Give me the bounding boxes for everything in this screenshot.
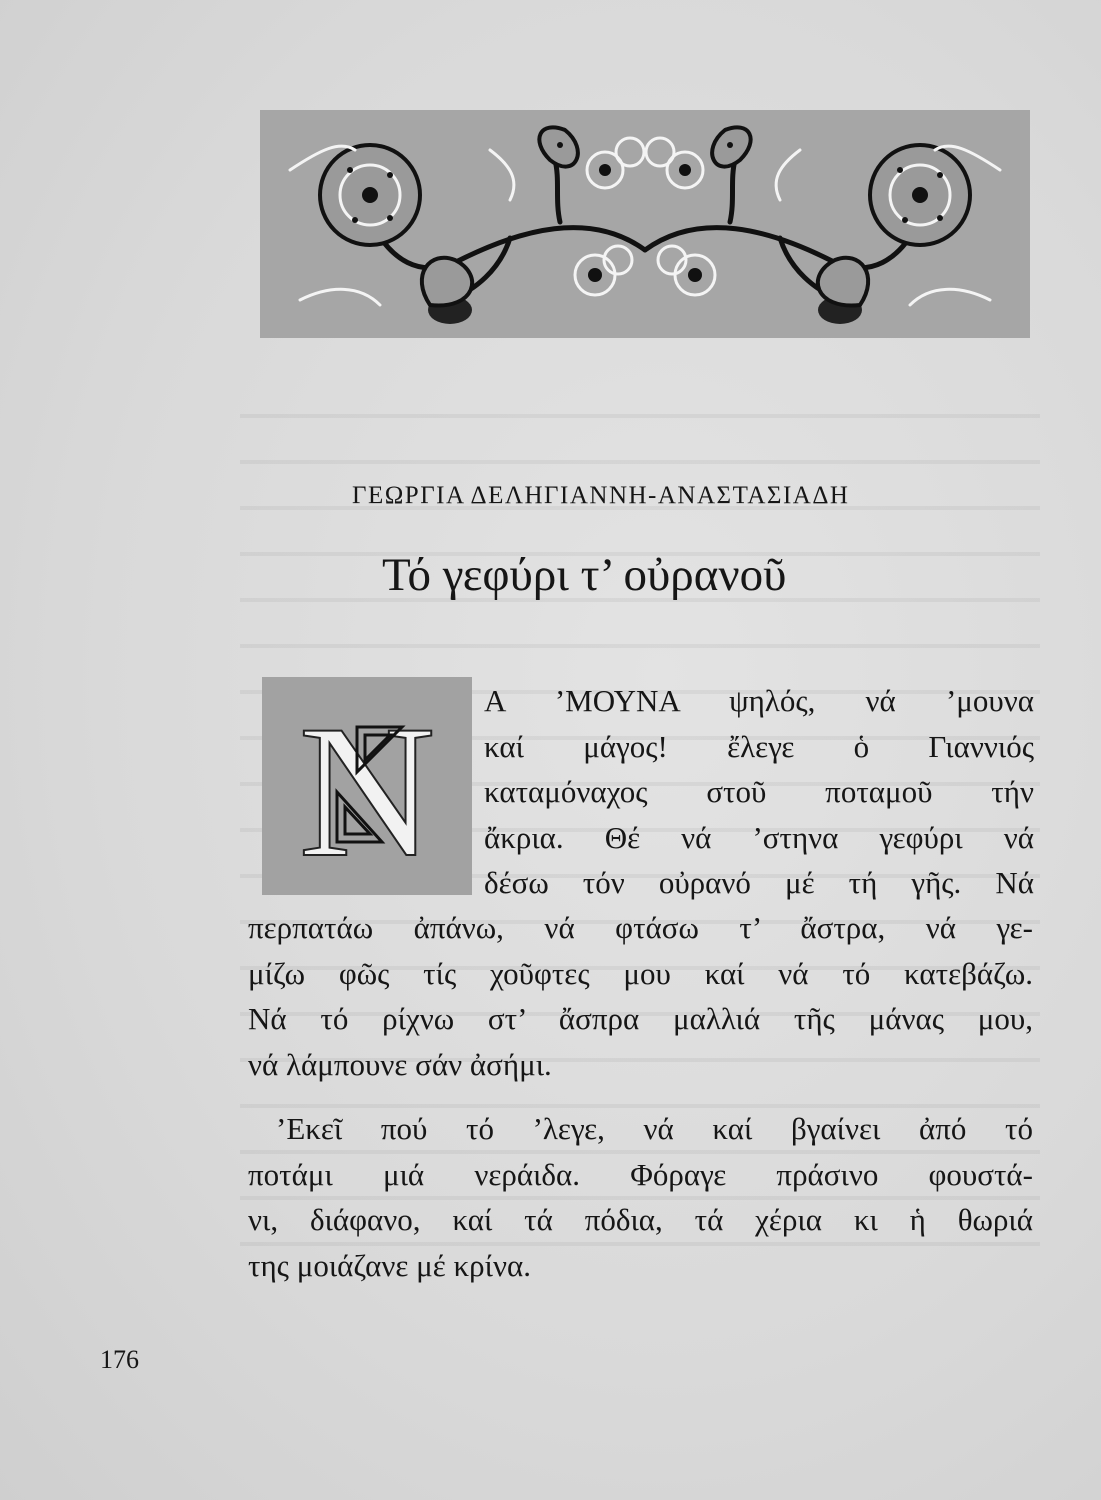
text-line: νι, διάφανο, καί τά πόδια, τά χέρια κι ἡ θωριά [248, 1202, 1033, 1237]
text-line: περπατάω ἀπάνω, νά φτάσω τ’ ἄστρα, νά γε- [248, 910, 1033, 945]
text-line: καί μάγος! ἔλεγε ὁ Γιαννιός [484, 728, 1034, 764]
text-line: της μοιάζανε μέ κρίνα. [248, 1247, 531, 1283]
text-line: Α ’ΜΟΥΝΑ ψηλός, νά ’μουνα [484, 683, 1034, 718]
story-title: Τό γεφύρι τ’ οὐρανοῦ [382, 549, 787, 601]
text-line: καταμόναχος στοῦ ποταμοῦ τήν [484, 774, 1034, 809]
author-name: ΓΕΩΡΓΙΑ ΔΕΛΗΓΙΑΝΝΗ-ΑΝΑΣΤΑΣΙΑΔΗ [352, 482, 850, 509]
first-paragraph-opening [484, 678, 1034, 906]
second-paragraph [248, 1106, 1033, 1288]
drop-cap-ornament [262, 677, 472, 895]
floral-header-ornament [260, 110, 1030, 338]
page-number: 176 [100, 1345, 139, 1374]
first-paragraph-continuation [248, 905, 1033, 1087]
text-line: δέσω τόν οὐρανό μέ τή γῆς. Νά [484, 865, 1034, 900]
text-line: Νά τό ρίχνω στ’ ἄσπρα μαλλιά τῆς μάνας μου, [248, 1001, 1033, 1036]
text-line: ’Εκεῖ πού τό ’λεγε, νά καί βγαίνει ἀπό τό [276, 1111, 1033, 1146]
text-line: ἄκρια. Θέ νά ’στηνα γεφύρι νά [484, 819, 1034, 855]
drop-cap-letter: Ν [298, 687, 436, 895]
text-line: μίζω φῶς τίς χοῦφτες μου καί νά τό κατεβάζω. [248, 955, 1033, 991]
text-line: ποτάμι μιά νεράιδα. Φόραγε πράσινο φουστά- [248, 1156, 1033, 1192]
text-line: νά λάμπουνε σάν ἀσήμι. [248, 1046, 552, 1082]
